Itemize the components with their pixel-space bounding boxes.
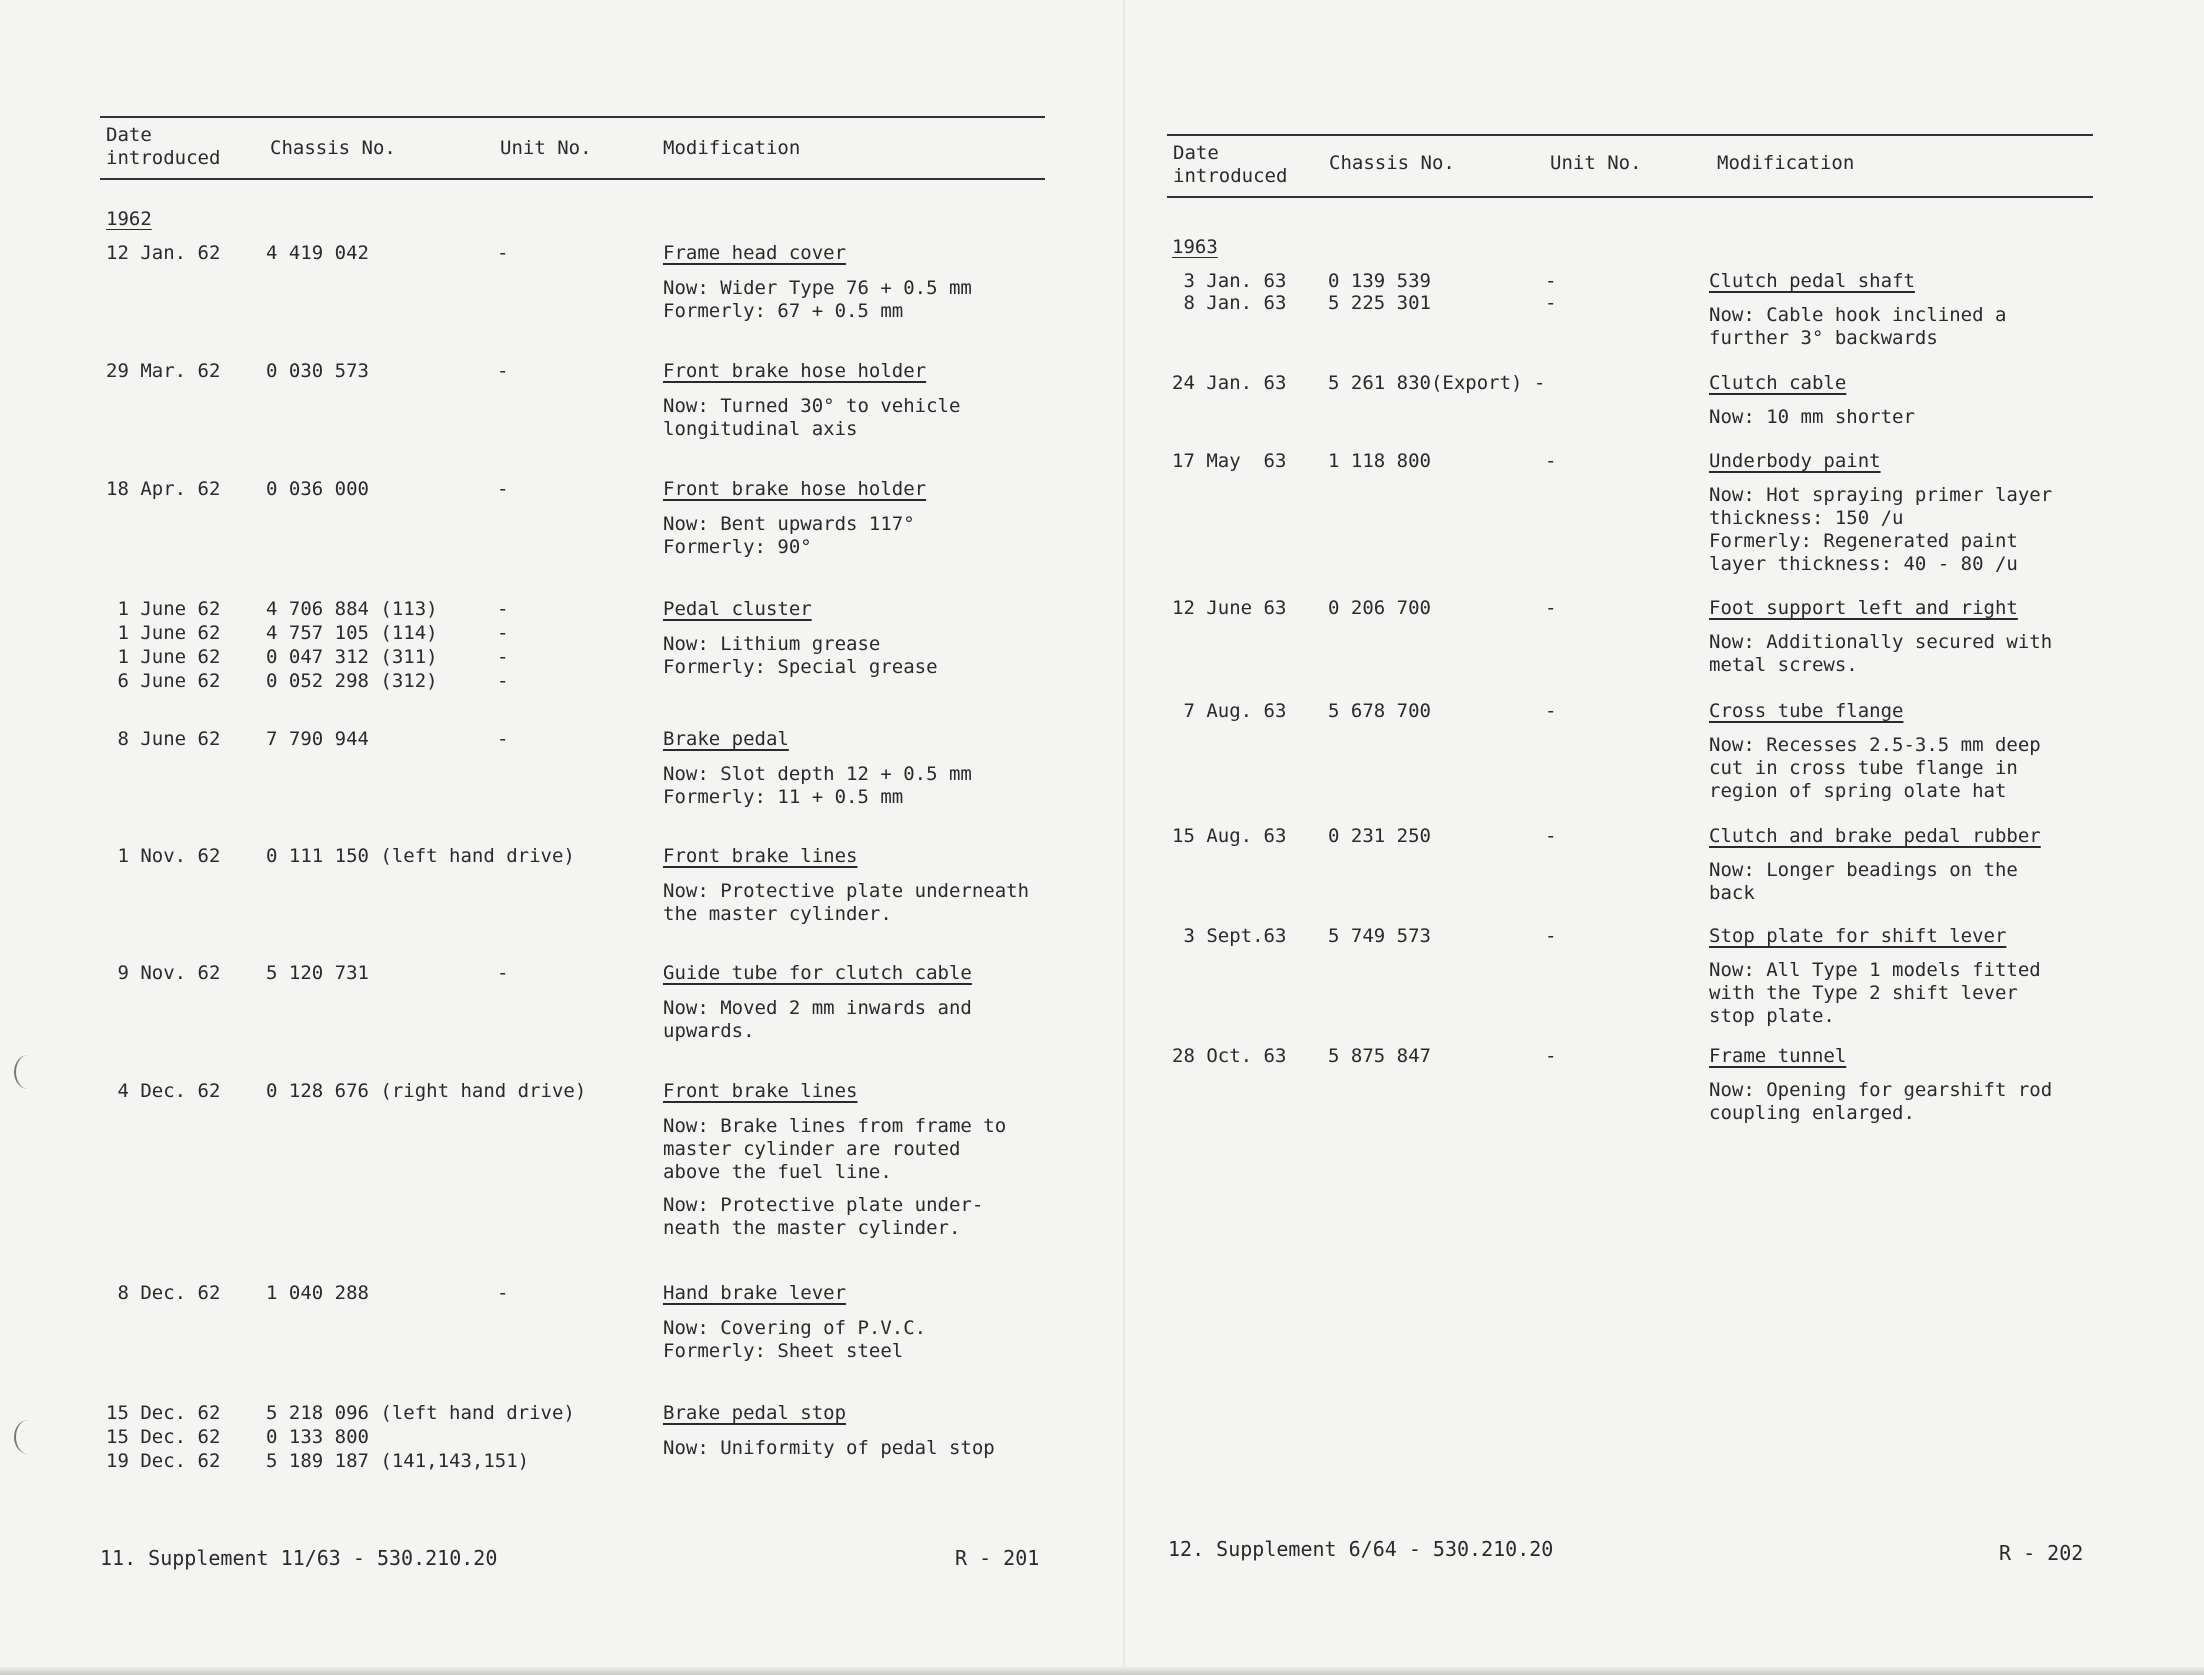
modification-title: Clutch pedal shaft — [1709, 270, 1915, 292]
binder-hole-mark — [14, 1055, 42, 1089]
chassis-number: 0 231 250 — [1328, 825, 1431, 847]
modification-title: Clutch and brake pedal rubber — [1709, 825, 2041, 847]
unit-number: - — [497, 360, 509, 382]
modification-title: Front brake hose holder — [663, 478, 927, 500]
modification-note: Now: Wider Type 76 + 0.5 mm Formerly: 67 + 0.5 mm — [663, 277, 972, 322]
chassis-number: 0 111 150 (left hand drive) — [266, 845, 575, 867]
chassis-number: 5 678 700 — [1328, 700, 1431, 722]
date-introduced: 18 Apr. 62 — [106, 478, 221, 500]
unit-number: - — [497, 670, 509, 692]
modification-note: Now: Additionally secured with metal screws. — [1709, 631, 2053, 676]
unit-number: - — [1545, 292, 1557, 314]
header-chassis-no: Chassis No. — [1329, 152, 1455, 174]
unit-number: - — [497, 242, 509, 264]
header-unit-no: Unit No. — [500, 137, 592, 159]
unit-number: - — [497, 478, 509, 500]
date-introduced: 3 Sept.63 — [1172, 925, 1287, 947]
unit-number: - — [1545, 700, 1557, 722]
chassis-number: 7 790 944 — [266, 728, 369, 750]
chassis-number: 5 120 731 — [266, 962, 369, 984]
unit-number: - — [497, 728, 509, 750]
footer-page-number: R - 202 — [1999, 1541, 2084, 1565]
header-chassis-no: Chassis No. — [270, 137, 396, 159]
modification-title: Stop plate for shift lever — [1709, 925, 2007, 947]
header-modification: Modification — [663, 137, 801, 159]
modification-note: Now: Lithium grease Formerly: Special grease — [663, 633, 938, 678]
modification-note: Now: All Type 1 models fitted with the Type 2 shift lever stop plate. — [1709, 959, 2041, 1027]
footer-supplement: 11. Supplement 11/63 - 530.210.20 — [100, 1546, 498, 1570]
date-introduced: 6 June 62 — [106, 670, 221, 692]
chassis-number: 0 036 000 — [266, 478, 369, 500]
date-introduced: 1 June 62 — [106, 598, 221, 620]
modification-title: Guide tube for clutch cable — [663, 962, 972, 984]
table-header — [100, 116, 1045, 180]
unit-number: - — [1545, 1045, 1557, 1067]
date-introduced: 8 Jan. 63 — [1172, 292, 1287, 314]
modification-title: Brake pedal — [663, 728, 789, 750]
date-introduced: 3 Jan. 63 — [1172, 270, 1287, 292]
date-introduced: 17 May 63 — [1172, 450, 1287, 472]
table-header — [1167, 134, 2093, 198]
modification-note: Now: Cable hook inclined a further 3° backwards — [1709, 304, 2007, 349]
unit-number: - — [497, 962, 509, 984]
chassis-number: 0 047 312 (311) — [266, 646, 438, 668]
modification-note: Now: Brake lines from frame to master cylinder are routed above the fuel line. — [663, 1115, 1007, 1183]
unit-number: - — [497, 646, 509, 668]
unit-number: - — [497, 622, 509, 644]
chassis-number: 0 133 800 — [266, 1426, 369, 1448]
binder-hole-mark — [14, 1420, 42, 1454]
year-heading: 1962 — [106, 208, 152, 230]
header-date-introduced: Date introduced — [1173, 142, 1288, 187]
date-introduced: 15 Dec. 62 — [106, 1402, 221, 1424]
modification-title: Foot support left and right — [1709, 597, 2018, 619]
modification-note: Now: Longer beadings on the back — [1709, 859, 2018, 904]
date-introduced: 15 Aug. 63 — [1172, 825, 1287, 847]
chassis-number: 4 757 105 (114) — [266, 622, 438, 644]
modification-title: Front brake hose holder — [663, 360, 927, 382]
unit-number: - — [1545, 270, 1557, 292]
chassis-number: 0 030 573 — [266, 360, 369, 382]
date-introduced: 19 Dec. 62 — [106, 1450, 221, 1472]
unit-number: - — [1545, 925, 1557, 947]
date-introduced: 1 Nov. 62 — [106, 845, 221, 867]
modification-title: Clutch cable — [1709, 372, 1847, 394]
modification-title: Pedal cluster — [663, 598, 812, 620]
date-introduced: 29 Mar. 62 — [106, 360, 221, 382]
scan-edge — [0, 1667, 2204, 1675]
date-introduced: 28 Oct. 63 — [1172, 1045, 1287, 1067]
modification-note: Now: Uniformity of pedal stop — [663, 1437, 995, 1459]
year-heading: 1963 — [1172, 236, 1218, 258]
footer-page-number: R - 201 — [955, 1546, 1040, 1570]
modification-note: Now: Moved 2 mm inwards and upwards. — [663, 997, 972, 1042]
chassis-number: 0 052 298 (312) — [266, 670, 438, 692]
modification-note: Now: Hot spraying primer layer thickness: 150 /u Formerly: Regenerated paint layer thickness: 40 - 80 /u — [1709, 484, 2053, 575]
unit-number: - — [497, 1282, 509, 1304]
modification-title: Frame tunnel — [1709, 1045, 1847, 1067]
chassis-number: 5 189 187 (141,143,151) — [266, 1450, 530, 1472]
modification-note: Now: Bent upwards 117° Formerly: 90° — [663, 513, 915, 558]
date-introduced: 15 Dec. 62 — [106, 1426, 221, 1448]
chassis-number: 5 875 847 — [1328, 1045, 1431, 1067]
modification-note: Now: Turned 30° to vehicle longitudinal axis — [663, 395, 961, 440]
date-introduced: 1 June 62 — [106, 646, 221, 668]
modification-note: Now: Covering of P.V.C. Formerly: Sheet steel — [663, 1317, 927, 1362]
chassis-number: 1 040 288 — [266, 1282, 369, 1304]
unit-number: - — [1545, 450, 1557, 472]
modification-note: Now: 10 mm shorter — [1709, 406, 1915, 428]
footer-supplement: 12. Supplement 6/64 - 530.210.20 — [1168, 1537, 1554, 1561]
modification-note: Now: Opening for gearshift rod coupling enlarged. — [1709, 1079, 2053, 1124]
header-modification: Modification — [1717, 152, 1855, 174]
chassis-number: 0 206 700 — [1328, 597, 1431, 619]
modification-note: Now: Protective plate underneath the master cylinder. — [663, 880, 1030, 925]
date-introduced: 8 Dec. 62 — [106, 1282, 221, 1304]
chassis-number: 5 749 573 — [1328, 925, 1431, 947]
modification-note: Now: Protective plate under- neath the master cylinder. — [663, 1194, 984, 1239]
header-date-introduced: Date introduced — [106, 124, 221, 169]
unit-number: - — [497, 598, 509, 620]
modification-note: Now: Recesses 2.5-3.5 mm deep cut in cross tube flange in region of spring olate hat — [1709, 734, 2041, 802]
date-introduced: 24 Jan. 63 — [1172, 372, 1287, 394]
modification-title: Underbody paint — [1709, 450, 1881, 472]
chassis-number: 0 128 676 (right hand drive) — [266, 1080, 587, 1102]
chassis-number: 4 419 042 — [266, 242, 369, 264]
header-unit-no: Unit No. — [1550, 152, 1642, 174]
chassis-number: 0 139 539 — [1328, 270, 1431, 292]
chassis-number: 1 118 800 — [1328, 450, 1431, 472]
modification-title: Brake pedal stop — [663, 1402, 847, 1424]
chassis-number: 5 225 301 — [1328, 292, 1431, 314]
date-introduced: 1 June 62 — [106, 622, 221, 644]
modification-title: Front brake lines — [663, 845, 858, 867]
modification-title: Hand brake lever — [663, 1282, 847, 1304]
date-introduced: 8 June 62 — [106, 728, 221, 750]
unit-number: - — [1545, 825, 1557, 847]
right-page — [1125, 0, 2204, 1675]
modification-note: Now: Slot depth 12 + 0.5 mm Formerly: 11 + 0.5 mm — [663, 763, 972, 808]
date-introduced: 12 June 63 — [1172, 597, 1287, 619]
chassis-number: 4 706 884 (113) — [266, 598, 438, 620]
date-introduced: 9 Nov. 62 — [106, 962, 221, 984]
date-introduced: 7 Aug. 63 — [1172, 700, 1287, 722]
modification-title: Front brake lines — [663, 1080, 858, 1102]
date-introduced: 4 Dec. 62 — [106, 1080, 221, 1102]
chassis-number: 5 218 096 (left hand drive) — [266, 1402, 575, 1424]
unit-number: - — [1545, 597, 1557, 619]
modification-title: Frame head cover — [663, 242, 847, 264]
modification-title: Cross tube flange — [1709, 700, 1904, 722]
date-introduced: 12 Jan. 62 — [106, 242, 221, 264]
chassis-number: 5 261 830(Export) - — [1328, 372, 1546, 394]
